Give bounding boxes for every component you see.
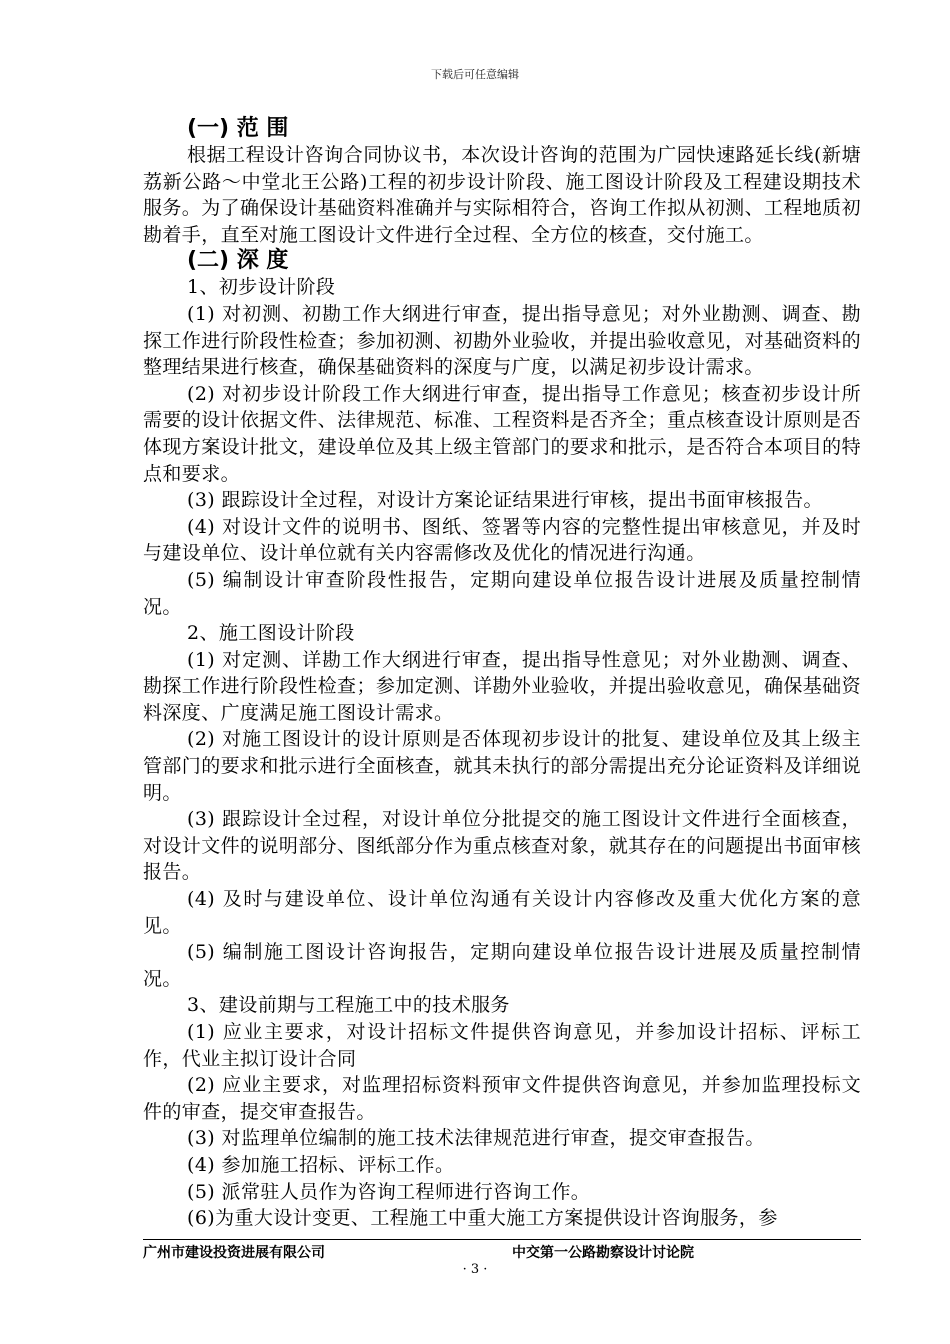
watermark-text: 下载后可任意编辑 — [431, 68, 519, 81]
paragraph-item: (4) 对设计文件的说明书、图纸、签署等内容的完整性提出审核意见，并及时与建设单位、设计单位就有关内容需修改及优化的情况进行沟通。 — [143, 515, 861, 565]
paragraph-item: (1) 应业主要求，对设计招标文件提供咨询意见，并参加设计招标、评标工作，代业主拟订设计合同 — [143, 1021, 861, 1070]
paragraph-item: (3) 对监理单位编制的施工技术法律规范进行审查，提交审查报告。 — [187, 1127, 765, 1150]
paragraph-item: (2) 对施工图设计的设计原则是否体现初步设计的批复、建设单位及其上级主管部门的要求和批示进行全面核查，就其未执行的部分需提出充分论证资料及详细说明。 — [143, 728, 861, 804]
subsection-title-preliminary: 1、初步设计阶段 — [187, 276, 336, 299]
subsection-title-construction-drawing: 2、施工图设计阶段 — [187, 622, 355, 645]
paragraph-item: (1) 对定测、详勘工作大纲进行审查，提出指导性意见；对外业勘测、调查、勘探工作进行阶段性检查；参加定测、详勘外业验收，并提出验收意见，确保基础资料深度、广度满足施工图设计需求。 — [143, 648, 861, 724]
footer-divider — [143, 1239, 861, 1240]
paragraph-item: (3) 跟踪设计全过程，对设计单位分批提交的施工图设计文件进行全面核查，对设计文件的说明部分、图纸部分作为重点核查对象，就其存在的问题提出书面审核报告。 — [143, 808, 861, 884]
subsection-title-technical-services: 3、建设前期与工程施工中的技术服务 — [187, 994, 510, 1017]
paragraph-item: (2) 应业主要求，对监理招标资料预审文件提供咨询意见，并参加监理投标文件的审查，提交审查报告。 — [143, 1074, 861, 1123]
footer-institute-name: 中交第一公路勘察设计讨论院 — [512, 1245, 694, 1261]
paragraph-item: (5) 编制施工图设计咨询报告，定期向建设单位报告设计进展及质量控制情况。 — [143, 941, 861, 990]
paragraph-item: (3) 跟踪设计全过程，对设计方案论证结果进行审核，提出书面审核报告。 — [187, 489, 823, 512]
page-number: · 3 · — [462, 1262, 488, 1277]
paragraph-scope: 根据工程设计咨询合同协议书，本次设计咨询的范围为广园快速路延长线(新塘荔新公路～中堂北王公路)工程的初步设计阶段、施工图设计阶段及工程建设期技术服务。为了确保设计基础资料准确并与实际相符合，咨询工作拟从初测、工程地质初勘着手，直至对施工图设计文件进行全过程、全方位的核查，交付施工。 — [143, 144, 861, 246]
paragraph-item: (6)为重大设计变更、工程施工中重大施工方案提供设计咨询服务，参 — [187, 1207, 778, 1230]
footer-client-name: 广州市建设投资进展有限公司 — [143, 1245, 325, 1261]
paragraph-item: (4) 参加施工招标、评标工作。 — [187, 1153, 455, 1176]
section-heading-scope: (一) 范 围 — [187, 116, 289, 141]
paragraph-item: (5) 编制设计审查阶段性报告，定期向建设单位报告设计进展及质量控制情况。 — [143, 568, 861, 618]
paragraph-item: (4) 及时与建设单位、设计单位沟通有关设计内容修改及重大优化方案的意见。 — [143, 888, 861, 937]
paragraph-item: (1) 对初测、初勘工作大纲进行审查，提出指导意见；对外业勘测、调查、勘探工作进行阶段性检查；参加初测、初勘外业验收，并提出验收意见，对基础资料的整理结果进行核查，确保基础资料的深度与广度，以满足初步设计需求。 — [143, 302, 861, 379]
document-body — [143, 116, 861, 1232]
section-heading-depth: (二) 深 度 — [187, 248, 289, 274]
paragraph-item: (5) 派常驻人员作为咨询工程师进行咨询工作。 — [187, 1180, 591, 1203]
paragraph-item: (2) 对初步设计阶段工作大纲进行审查，提出指导工作意见；核查初步设计所需要的设计依据文件、法律规范、标准、工程资料是否齐全；重点核查设计原则是否体现方案设计批文，建设单位及其上级主管部门的要求和批示，是否符合本项目的特点和要求。 — [143, 382, 861, 485]
